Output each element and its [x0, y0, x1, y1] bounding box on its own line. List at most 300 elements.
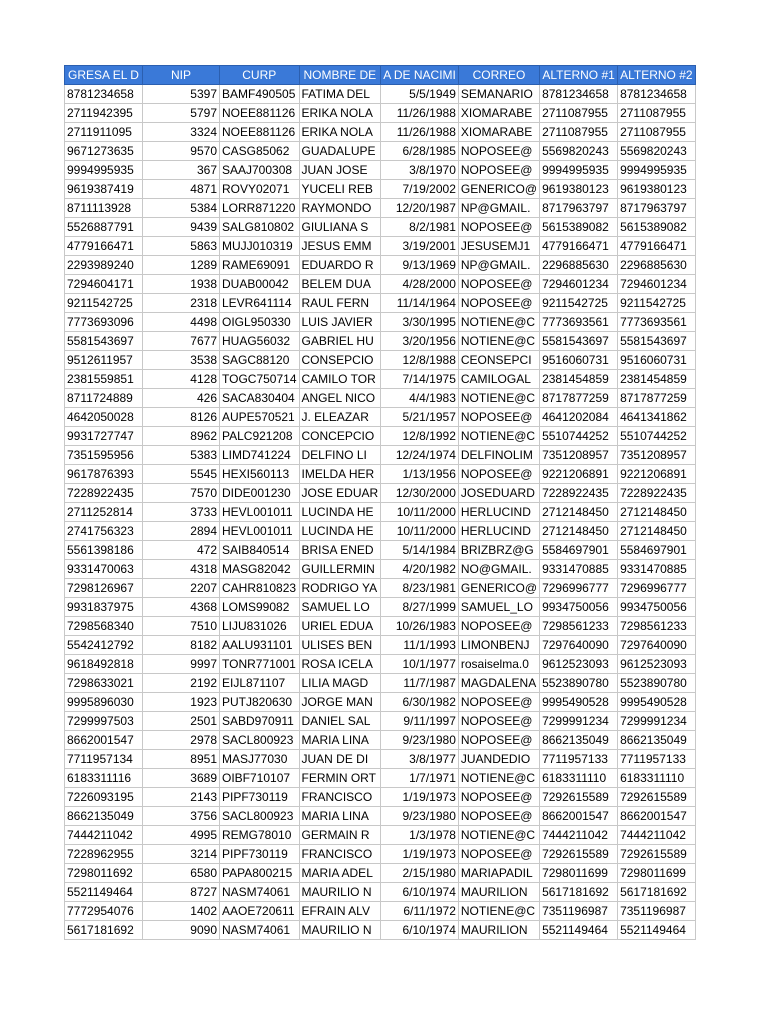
table-cell[interactable]: 4368 — [143, 598, 220, 617]
table-cell[interactable]: 10/11/2000 — [381, 503, 459, 522]
table-cell[interactable]: 8126 — [143, 408, 220, 427]
table-cell[interactable]: RAUL FERN — [299, 294, 381, 313]
table-cell[interactable]: NASM74061 — [220, 883, 300, 902]
table-cell[interactable]: 7711957134 — [65, 750, 143, 769]
table-cell[interactable]: JOSEDUARD — [458, 484, 539, 503]
table-cell[interactable]: MARIA ADEL — [299, 864, 381, 883]
table-cell[interactable]: 7297640090 — [540, 636, 618, 655]
table-cell[interactable]: 5581543697 — [618, 332, 695, 351]
table-cell[interactable]: 8662135049 — [540, 731, 618, 750]
table-cell[interactable]: JORGE MAN — [299, 693, 381, 712]
table-cell[interactable]: NASM74061 — [220, 921, 300, 940]
table-cell[interactable]: 4/28/2000 — [381, 275, 459, 294]
table-cell[interactable]: AAOE720611 — [220, 902, 300, 921]
table-cell[interactable]: 6/10/1974 — [381, 883, 459, 902]
table-cell[interactable]: 5617181692 — [65, 921, 143, 940]
table-cell[interactable]: 8717877259 — [618, 389, 695, 408]
table-cell[interactable]: 1289 — [143, 256, 220, 275]
table-cell[interactable]: NP@GMAIL. — [458, 256, 539, 275]
table-cell[interactable]: MASG82042 — [220, 560, 300, 579]
table-cell[interactable]: 7296996777 — [618, 579, 695, 598]
table-cell[interactable]: NOPOSEE@ — [458, 712, 539, 731]
header-alterno-2[interactable]: ALTERNO #2 — [618, 66, 695, 85]
table-cell[interactable]: NOPOSEE@ — [458, 275, 539, 294]
table-cell[interactable]: HERLUCIND — [458, 503, 539, 522]
table-cell[interactable]: 9211542725 — [618, 294, 695, 313]
table-cell[interactable]: 7298011699 — [618, 864, 695, 883]
table-cell[interactable]: NOPOSEE@ — [458, 142, 539, 161]
table-cell[interactable]: 7351208957 — [618, 446, 695, 465]
table-cell[interactable]: MAURILIO N — [299, 921, 381, 940]
table-cell[interactable]: 7299997503 — [65, 712, 143, 731]
table-cell[interactable]: 2318 — [143, 294, 220, 313]
table-cell[interactable]: AUPE570521 — [220, 408, 300, 427]
table-cell[interactable]: SALG810802 — [220, 218, 300, 237]
table-cell[interactable]: 3733 — [143, 503, 220, 522]
table-cell[interactable]: 7351595956 — [65, 446, 143, 465]
table-cell[interactable]: 9331470885 — [618, 560, 695, 579]
table-cell[interactable]: GUADALUPE — [299, 142, 381, 161]
table-cell[interactable]: SAMUEL LO — [299, 598, 381, 617]
table-cell[interactable]: 9516060731 — [540, 351, 618, 370]
table-cell[interactable]: 12/8/1988 — [381, 351, 459, 370]
table-cell[interactable]: SAMUEL_LO — [458, 598, 539, 617]
table-cell[interactable]: 2293989240 — [65, 256, 143, 275]
table-cell[interactable]: 9090 — [143, 921, 220, 940]
table-cell[interactable]: 7294604171 — [65, 275, 143, 294]
table-cell[interactable]: 12/30/2000 — [381, 484, 459, 503]
table-cell[interactable]: FATIMA DEL — [299, 85, 381, 104]
table-cell[interactable]: CEONSEPCI — [458, 351, 539, 370]
table-cell[interactable]: DELFINOLIM — [458, 446, 539, 465]
table-cell[interactable]: 5510744252 — [540, 427, 618, 446]
table-cell[interactable]: NOEE881126 — [220, 104, 300, 123]
table-cell[interactable]: 5/21/1957 — [381, 408, 459, 427]
table-cell[interactable]: 4641341862 — [618, 408, 695, 427]
table-cell[interactable]: 7773693096 — [65, 313, 143, 332]
table-cell[interactable]: 9619380123 — [618, 180, 695, 199]
table-cell[interactable]: ROVY02071 — [220, 180, 300, 199]
table-cell[interactable]: 1/19/1973 — [381, 788, 459, 807]
table-cell[interactable]: 5569820243 — [618, 142, 695, 161]
table-cell[interactable]: LILIA MAGD — [299, 674, 381, 693]
table-cell[interactable]: EIJL871107 — [220, 674, 300, 693]
table-cell[interactable]: 7298011692 — [65, 864, 143, 883]
table-cell[interactable]: 11/26/1988 — [381, 123, 459, 142]
table-cell[interactable]: NOTIENE@C — [458, 389, 539, 408]
table-cell[interactable]: 9221206891 — [540, 465, 618, 484]
table-cell[interactable]: BELEM DUA — [299, 275, 381, 294]
table-cell[interactable]: 8962 — [143, 427, 220, 446]
table-cell[interactable]: RAME69091 — [220, 256, 300, 275]
table-cell[interactable]: 2381454859 — [540, 370, 618, 389]
table-cell[interactable]: 2741756323 — [65, 522, 143, 541]
table-cell[interactable]: 10/11/2000 — [381, 522, 459, 541]
table-cell[interactable]: RODRIGO YA — [299, 579, 381, 598]
table-cell[interactable]: 9618492818 — [65, 655, 143, 674]
table-cell[interactable]: 9612523093 — [618, 655, 695, 674]
table-cell[interactable]: 1/13/1956 — [381, 465, 459, 484]
table-cell[interactable]: 3/20/1956 — [381, 332, 459, 351]
table-cell[interactable]: XIOMARABE — [458, 104, 539, 123]
table-cell[interactable]: YUCELI REB — [299, 180, 381, 199]
table-cell[interactable]: 9/23/1980 — [381, 807, 459, 826]
table-cell[interactable]: LUIS JAVIER — [299, 313, 381, 332]
table-cell[interactable]: 8662135049 — [65, 807, 143, 826]
table-cell[interactable]: 7/19/2002 — [381, 180, 459, 199]
table-cell[interactable]: FRANCISCO — [299, 845, 381, 864]
table-cell[interactable]: NOPOSEE@ — [458, 218, 539, 237]
table-cell[interactable]: JUAN DE DI — [299, 750, 381, 769]
table-cell[interactable]: NOPOSEE@ — [458, 731, 539, 750]
table-cell[interactable]: 5/5/1949 — [381, 85, 459, 104]
table-cell[interactable]: 5581543697 — [65, 332, 143, 351]
table-cell[interactable]: MARIAPADIL — [458, 864, 539, 883]
table-cell[interactable]: SABD970911 — [220, 712, 300, 731]
table-cell[interactable]: 9331470063 — [65, 560, 143, 579]
table-cell[interactable]: 2894 — [143, 522, 220, 541]
table-cell[interactable]: 7298633021 — [65, 674, 143, 693]
table-cell[interactable]: EFRAIN ALV — [299, 902, 381, 921]
table-cell[interactable]: 9995490528 — [540, 693, 618, 712]
table-cell[interactable]: NOTIENE@C — [458, 769, 539, 788]
table-cell[interactable]: LORR871220 — [220, 199, 300, 218]
table-cell[interactable]: 5569820243 — [540, 142, 618, 161]
table-cell[interactable]: ROSA ICELA — [299, 655, 381, 674]
table-cell[interactable]: 8/23/1981 — [381, 579, 459, 598]
table-cell[interactable]: 2712148450 — [618, 503, 695, 522]
table-cell[interactable]: CAMILO TOR — [299, 370, 381, 389]
table-cell[interactable]: 7444211042 — [65, 826, 143, 845]
table-cell[interactable]: PIPF730119 — [220, 788, 300, 807]
table-cell[interactable]: TONR771001 — [220, 655, 300, 674]
table-cell[interactable]: RAYMONDO — [299, 199, 381, 218]
table-cell[interactable]: 11/26/1988 — [381, 104, 459, 123]
table-cell[interactable]: NOPOSEE@ — [458, 465, 539, 484]
table-cell[interactable]: BAMF490505 — [220, 85, 300, 104]
table-cell[interactable]: NOPOSEE@ — [458, 693, 539, 712]
table-cell[interactable]: 9512611957 — [65, 351, 143, 370]
table-cell[interactable]: 8781234658 — [618, 85, 695, 104]
table-cell[interactable]: JESUS EMM — [299, 237, 381, 256]
table-cell[interactable]: 3/8/1970 — [381, 161, 459, 180]
table-cell[interactable]: JOSE EDUAR — [299, 484, 381, 503]
table-cell[interactable]: 5526887791 — [65, 218, 143, 237]
table-cell[interactable]: 4642050028 — [65, 408, 143, 427]
table-cell[interactable]: 6183311110 — [540, 769, 618, 788]
table-cell[interactable]: 2501 — [143, 712, 220, 731]
table-cell[interactable]: 7298126967 — [65, 579, 143, 598]
table-cell[interactable]: DELFINO LI — [299, 446, 381, 465]
table-cell[interactable]: HEVL001011 — [220, 522, 300, 541]
table-cell[interactable]: PIPF730119 — [220, 845, 300, 864]
table-cell[interactable]: 3214 — [143, 845, 220, 864]
table-cell[interactable]: 6/28/1985 — [381, 142, 459, 161]
table-cell[interactable]: 8717963797 — [618, 199, 695, 218]
table-cell[interactable]: 9211542725 — [540, 294, 618, 313]
table-cell[interactable]: MUJJ010319 — [220, 237, 300, 256]
table-cell[interactable]: MASJ77030 — [220, 750, 300, 769]
table-cell[interactable]: 2143 — [143, 788, 220, 807]
table-cell[interactable]: 4/20/1982 — [381, 560, 459, 579]
table-cell[interactable]: 7677 — [143, 332, 220, 351]
table-cell[interactable]: NOPOSEE@ — [458, 845, 539, 864]
table-cell[interactable]: 9934750056 — [540, 598, 618, 617]
table-cell[interactable]: 2712148450 — [540, 503, 618, 522]
table-cell[interactable]: 9934750056 — [618, 598, 695, 617]
table-cell[interactable]: 7226093195 — [65, 788, 143, 807]
table-cell[interactable]: CASG85062 — [220, 142, 300, 161]
header-correo[interactable]: CORREO — [458, 66, 539, 85]
table-cell[interactable]: MARIA LINA — [299, 807, 381, 826]
table-cell[interactable]: NOEE881126 — [220, 123, 300, 142]
table-cell[interactable]: 7228922435 — [618, 484, 695, 503]
table-cell[interactable]: 6/10/1974 — [381, 921, 459, 940]
table-cell[interactable]: 3756 — [143, 807, 220, 826]
table-cell[interactable]: BRIZBRZ@G — [458, 541, 539, 560]
table-cell[interactable]: NOTIENE@C — [458, 902, 539, 921]
table-cell[interactable]: 4871 — [143, 180, 220, 199]
table-cell[interactable]: 4498 — [143, 313, 220, 332]
table-cell[interactable]: 8717877259 — [540, 389, 618, 408]
table-cell[interactable]: 2712148450 — [540, 522, 618, 541]
header-nombre[interactable]: NOMBRE DE — [299, 66, 381, 85]
table-cell[interactable]: 4/4/1983 — [381, 389, 459, 408]
table-cell[interactable]: 9931837975 — [65, 598, 143, 617]
table-cell[interactable]: 5797 — [143, 104, 220, 123]
table-cell[interactable]: CONCEPCIO — [299, 427, 381, 446]
table-cell[interactable]: 7298561233 — [618, 617, 695, 636]
table-cell[interactable]: NO@GMAIL. — [458, 560, 539, 579]
table-cell[interactable]: ULISES BEN — [299, 636, 381, 655]
table-cell[interactable]: 5397 — [143, 85, 220, 104]
table-cell[interactable]: SAIB840514 — [220, 541, 300, 560]
table-cell[interactable]: 2711087955 — [618, 104, 695, 123]
table-cell[interactable]: 8781234658 — [65, 85, 143, 104]
table-cell[interactable]: 7292615589 — [540, 845, 618, 864]
table-cell[interactable]: 2711087955 — [540, 123, 618, 142]
table-cell[interactable]: 12/24/1974 — [381, 446, 459, 465]
table-cell[interactable]: 8/27/1999 — [381, 598, 459, 617]
table-cell[interactable]: 7/14/1975 — [381, 370, 459, 389]
table-cell[interactable]: 7444211042 — [618, 826, 695, 845]
table-cell[interactable]: PALC921208 — [220, 427, 300, 446]
table-cell[interactable]: 2712148450 — [618, 522, 695, 541]
table-cell[interactable]: MAURILION — [458, 921, 539, 940]
header-alterno-1[interactable]: ALTERNO #1 — [540, 66, 618, 85]
table-cell[interactable]: 6/30/1982 — [381, 693, 459, 712]
header-nip[interactable]: NIP — [143, 66, 220, 85]
table-cell[interactable]: ERIKA NOLA — [299, 104, 381, 123]
table-cell[interactable]: 3538 — [143, 351, 220, 370]
table-cell[interactable]: SACA830404 — [220, 389, 300, 408]
table-cell[interactable]: 3/19/2001 — [381, 237, 459, 256]
table-cell[interactable]: 2/15/1980 — [381, 864, 459, 883]
table-cell[interactable]: 9619380123 — [540, 180, 618, 199]
table-cell[interactable]: 3324 — [143, 123, 220, 142]
table-cell[interactable]: TOGC750714 — [220, 370, 300, 389]
table-cell[interactable]: 5561398186 — [65, 541, 143, 560]
table-cell[interactable]: 8951 — [143, 750, 220, 769]
table-cell[interactable]: JESUSEMJ1 — [458, 237, 539, 256]
table-cell[interactable]: 9994995935 — [540, 161, 618, 180]
table-cell[interactable]: 2207 — [143, 579, 220, 598]
table-cell[interactable]: GERMAIN R — [299, 826, 381, 845]
table-cell[interactable]: 8/2/1981 — [381, 218, 459, 237]
table-cell[interactable]: MAURILIO N — [299, 883, 381, 902]
table-cell[interactable]: 9570 — [143, 142, 220, 161]
table-cell[interactable]: 2711911095 — [65, 123, 143, 142]
table-cell[interactable]: 12/8/1992 — [381, 427, 459, 446]
table-cell[interactable]: 7298568340 — [65, 617, 143, 636]
table-cell[interactable]: 472 — [143, 541, 220, 560]
table-cell[interactable]: 1/3/1978 — [381, 826, 459, 845]
table-cell[interactable]: GENERICO@ — [458, 579, 539, 598]
table-cell[interactable]: 7299991234 — [618, 712, 695, 731]
table-cell[interactable]: 7351196987 — [540, 902, 618, 921]
table-cell[interactable]: 9995490528 — [618, 693, 695, 712]
table-cell[interactable]: 7570 — [143, 484, 220, 503]
table-cell[interactable]: OIBF710107 — [220, 769, 300, 788]
table-cell[interactable]: 10/26/1983 — [381, 617, 459, 636]
table-cell[interactable]: SACL800923 — [220, 731, 300, 750]
table-cell[interactable]: PUTJ820630 — [220, 693, 300, 712]
table-cell[interactable]: 9/13/1969 — [381, 256, 459, 275]
table-cell[interactable]: DUAB00042 — [220, 275, 300, 294]
table-cell[interactable]: 9331470885 — [540, 560, 618, 579]
table-cell[interactable]: 8662001547 — [618, 807, 695, 826]
table-cell[interactable]: 8711724889 — [65, 389, 143, 408]
table-cell[interactable]: 5383 — [143, 446, 220, 465]
table-cell[interactable]: 7351208957 — [540, 446, 618, 465]
table-cell[interactable]: DIDE001230 — [220, 484, 300, 503]
table-cell[interactable]: PAPA800215 — [220, 864, 300, 883]
table-cell[interactable]: 7292615589 — [618, 788, 695, 807]
table-cell[interactable]: 1/7/1971 — [381, 769, 459, 788]
table-cell[interactable]: ERIKA NOLA — [299, 123, 381, 142]
table-cell[interactable]: REMG78010 — [220, 826, 300, 845]
table-cell[interactable]: 9/23/1980 — [381, 731, 459, 750]
table-cell[interactable]: 6580 — [143, 864, 220, 883]
table-cell[interactable]: EDUARDO R — [299, 256, 381, 275]
table-cell[interactable]: 5615389082 — [618, 218, 695, 237]
table-cell[interactable]: LOMS99082 — [220, 598, 300, 617]
table-cell[interactable]: 4318 — [143, 560, 220, 579]
table-cell[interactable]: NOPOSEE@ — [458, 807, 539, 826]
table-cell[interactable]: 9671273635 — [65, 142, 143, 161]
table-cell[interactable]: NOPOSEE@ — [458, 788, 539, 807]
table-cell[interactable]: 6/11/1972 — [381, 902, 459, 921]
table-cell[interactable]: 1938 — [143, 275, 220, 294]
table-cell[interactable]: 5615389082 — [540, 218, 618, 237]
table-cell[interactable]: JUAN JOSE — [299, 161, 381, 180]
table-cell[interactable]: DANIEL SAL — [299, 712, 381, 731]
table-cell[interactable]: 4779166471 — [65, 237, 143, 256]
table-cell[interactable]: 7299991234 — [540, 712, 618, 731]
table-cell[interactable]: CONSEPCIO — [299, 351, 381, 370]
table-cell[interactable]: AALU931101 — [220, 636, 300, 655]
table-cell[interactable]: ANGEL NICO — [299, 389, 381, 408]
table-cell[interactable]: 5617181692 — [618, 883, 695, 902]
table-cell[interactable]: 7294601234 — [618, 275, 695, 294]
table-cell[interactable]: 9994995935 — [65, 161, 143, 180]
table-cell[interactable]: 3/8/1977 — [381, 750, 459, 769]
table-cell[interactable]: 9617876393 — [65, 465, 143, 484]
table-cell[interactable]: 5584697901 — [618, 541, 695, 560]
table-cell[interactable]: LEVR641114 — [220, 294, 300, 313]
table-cell[interactable]: 3689 — [143, 769, 220, 788]
table-cell[interactable]: HERLUCIND — [458, 522, 539, 541]
table-cell[interactable]: 7298561233 — [540, 617, 618, 636]
table-cell[interactable]: 5384 — [143, 199, 220, 218]
table-cell[interactable]: NOTIENE@C — [458, 313, 539, 332]
table-cell[interactable]: 7292615589 — [540, 788, 618, 807]
table-cell[interactable]: 7228922435 — [65, 484, 143, 503]
table-cell[interactable]: 7298011699 — [540, 864, 618, 883]
table-cell[interactable]: 8662135049 — [618, 731, 695, 750]
table-cell[interactable]: 1923 — [143, 693, 220, 712]
table-cell[interactable]: FERMIN ORT — [299, 769, 381, 788]
table-cell[interactable]: JUANDEDIO — [458, 750, 539, 769]
table-cell[interactable]: 1402 — [143, 902, 220, 921]
table-cell[interactable]: 5542412792 — [65, 636, 143, 655]
table-cell[interactable]: 4641202084 — [540, 408, 618, 427]
table-cell[interactable]: 5510744252 — [618, 427, 695, 446]
table-cell[interactable]: 2381559851 — [65, 370, 143, 389]
table-cell[interactable]: 2381454859 — [618, 370, 695, 389]
table-cell[interactable]: 9931727747 — [65, 427, 143, 446]
table-cell[interactable]: SAGC88120 — [220, 351, 300, 370]
table-cell[interactable]: 4779166471 — [540, 237, 618, 256]
table-cell[interactable]: 7773693561 — [540, 313, 618, 332]
table-cell[interactable]: NOTIENE@C — [458, 826, 539, 845]
table-cell[interactable]: 7510 — [143, 617, 220, 636]
table-cell[interactable]: 7772954076 — [65, 902, 143, 921]
table-cell[interactable]: IMELDA HER — [299, 465, 381, 484]
table-cell[interactable]: 11/1/1993 — [381, 636, 459, 655]
table-cell[interactable]: LUCINDA HE — [299, 522, 381, 541]
table-cell[interactable]: 4779166471 — [618, 237, 695, 256]
table-cell[interactable]: 9994995935 — [618, 161, 695, 180]
table-cell[interactable]: HEVL001011 — [220, 503, 300, 522]
table-cell[interactable]: GENERICO@ — [458, 180, 539, 199]
table-cell[interactable]: 3/30/1995 — [381, 313, 459, 332]
table-cell[interactable]: 4128 — [143, 370, 220, 389]
table-cell[interactable]: 6183311110 — [618, 769, 695, 788]
table-cell[interactable]: 2296885630 — [540, 256, 618, 275]
table-cell[interactable]: FRANCISCO — [299, 788, 381, 807]
table-cell[interactable]: 9439 — [143, 218, 220, 237]
table-cell[interactable]: 5584697901 — [540, 541, 618, 560]
header-fecha-nacimiento[interactable]: A DE NACIMI — [381, 66, 459, 85]
table-cell[interactable]: 9516060731 — [618, 351, 695, 370]
table-cell[interactable]: 426 — [143, 389, 220, 408]
table-cell[interactable]: 1/19/1973 — [381, 845, 459, 864]
table-cell[interactable]: GIULIANA S — [299, 218, 381, 237]
table-cell[interactable]: 8662001547 — [65, 731, 143, 750]
table-cell[interactable]: 7228922435 — [540, 484, 618, 503]
table-cell[interactable]: 7351196987 — [618, 902, 695, 921]
table-cell[interactable]: 8781234658 — [540, 85, 618, 104]
table-cell[interactable]: NOPOSEE@ — [458, 161, 539, 180]
table-cell[interactable]: 5521149464 — [65, 883, 143, 902]
table-cell[interactable]: NP@GMAIL. — [458, 199, 539, 218]
table-cell[interactable]: 5581543697 — [540, 332, 618, 351]
table-cell[interactable]: 9619387419 — [65, 180, 143, 199]
table-cell[interactable]: URIEL EDUA — [299, 617, 381, 636]
table-cell[interactable]: OIGL950330 — [220, 313, 300, 332]
header-ingresa[interactable]: GRESA EL D — [65, 66, 143, 85]
